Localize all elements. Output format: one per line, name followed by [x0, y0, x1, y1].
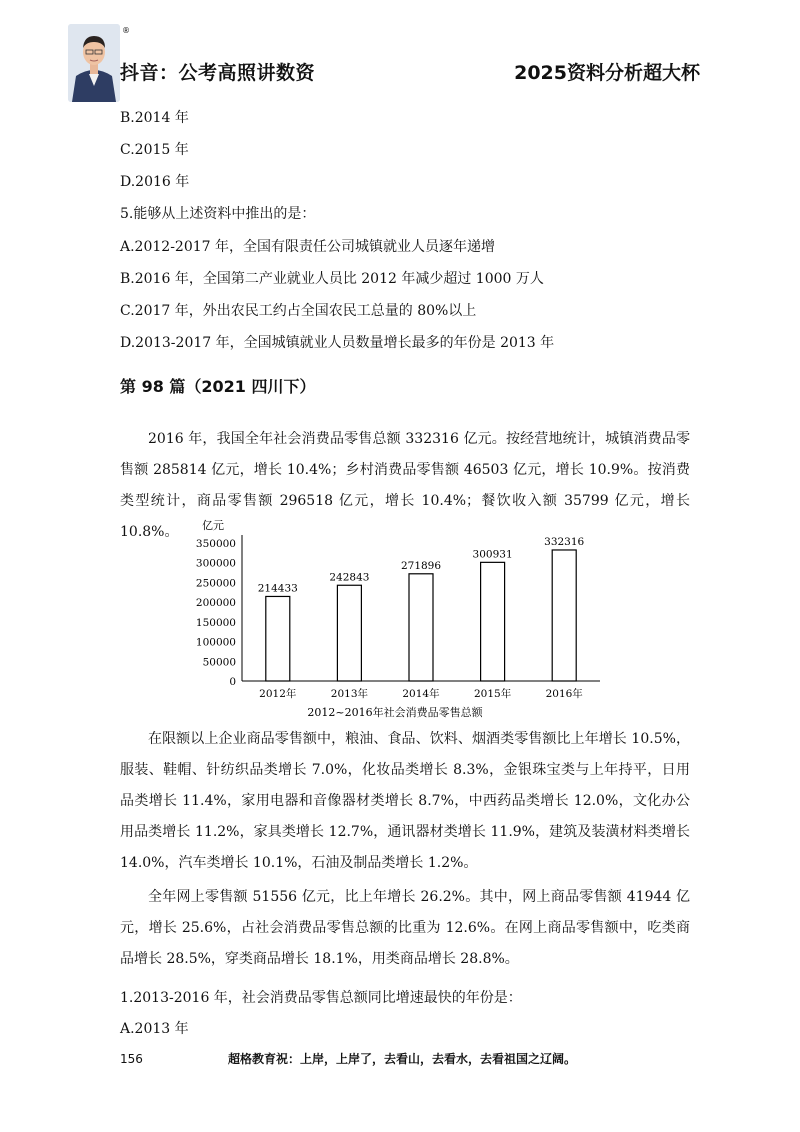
y-axis-unit-label: 亿元 [202, 519, 224, 532]
registered-mark: ® [122, 26, 130, 35]
y-tick-label: 200000 [195, 597, 236, 610]
y-tick-label: 150000 [195, 616, 236, 629]
x-tick-label: 2014年 [402, 688, 440, 700]
option-c-prev: C.2015 年 [120, 142, 189, 158]
bar-2013年 [337, 585, 361, 681]
bar-2015年 [481, 562, 505, 681]
question-5-option-b: B.2016 年，全国第二产业就业人员比 2012 年减少超过 1000 万人 [120, 271, 544, 287]
paragraph-3: 全年网上零售额 51556 亿元，比上年增长 26.2%。其中，网上商品零售额 41944 亿元，增长 25.6%，占社会消费品零售总额的比重为 12.6%。在网上商品零售额中，吃类商品增长 28.5%，穿类商品增长 18.1%，用类商品增长 28.8%。 [120, 889, 690, 967]
x-tick-label: 2012年 [259, 688, 297, 700]
question-5-option-a: A.2012-2017 年，全国有限责任公司城镇就业人员逐年递增 [120, 239, 495, 255]
retail-sales-chart [190, 515, 610, 720]
bar-value-label: 242843 [329, 571, 370, 584]
section-title: 第 98 篇（2021 四川下） [120, 377, 316, 396]
x-tick-label: 2015年 [473, 688, 512, 700]
option-b-prev: B.2014 年 [120, 110, 189, 126]
y-tick-label: 50000 [202, 656, 236, 669]
paragraph-1: 2016 年，我国全年社会消费品零售总额 332316 亿元。按经营地统计，城镇消费品零售额 285814 亿元，增长 10.4%；乡村消费品零售额 46503 亿元，增长 10.9%。按消费类型统计，商品零售额 296518 亿元，增长 10.4%；餐饮收入额 35799 亿元，增长 10.8%。 [120, 431, 690, 540]
question-1-option-a: A.2013 年 [120, 1021, 189, 1037]
bar-2016年 [552, 550, 576, 681]
footer-motto: 超格教育祝：上岸，上岸了，去看山，去看水，去看祖国之辽阔。 [228, 1052, 577, 1066]
author-avatar [68, 24, 120, 102]
x-axis-labels [259, 687, 583, 700]
y-tick-label: 300000 [195, 557, 236, 570]
chart-title: 2012~2016年社会消费品零售总额 [307, 706, 483, 719]
bar-value-label: 214433 [257, 582, 298, 595]
y-axis-ticks [196, 538, 236, 688]
page-number: 156 [120, 1052, 143, 1066]
bar-value-label: 271896 [400, 559, 442, 572]
chart-bars [258, 536, 585, 681]
x-tick-label: 2016年 [545, 688, 583, 700]
paragraph-2: 在限额以上企业商品零售额中，粮油、食品、饮料、烟酒类零售额比上年增长 10.5%，服装、鞋帽、针纺织品类增长 7.0%，化妆品类增长 8.3%，金银珠宝类与上年持平，日用品类增长 11.4%，家用电器和音像器材类增长 8.7%，中西药品类增长 12.0%，文化办公用品类增长 11.2%，家具类增长 12.7%，通讯器材类增长 11.9%，建筑及装潢材料类增长 14.0%，汽车类增长 10.1%，石油及制品类增长 1.2%。 [120, 731, 690, 871]
bar-2014年 [409, 574, 433, 681]
question-5-option-d: D.2013-2017 年，全国城镇就业人员数量增长最多的年份是 2013 年 [120, 335, 555, 351]
x-tick-label: 2013年 [330, 688, 369, 700]
y-tick-label: 0 [229, 676, 236, 688]
header-channel-title: 抖音：公考高照讲数资 [120, 62, 316, 84]
bar-value-label: 300931 [472, 548, 513, 561]
y-tick-label: 100000 [195, 636, 236, 649]
option-d-prev: D.2016 年 [120, 174, 190, 190]
header-book-title: 2025资料分析超大杯 [514, 62, 700, 84]
bar-value-label: 332316 [544, 535, 585, 548]
question-5-option-c: C.2017 年，外出农民工约占全国农民工总量的 80%以上 [120, 303, 477, 319]
y-tick-label: 250000 [195, 577, 236, 590]
y-tick-label: 350000 [195, 538, 236, 550]
question-1-stem: 1.2013-2016 年，社会消费品零售总额同比增速最快的年份是： [120, 990, 522, 1006]
bar-2012年 [266, 596, 290, 681]
question-5-stem: 5.能够从上述资料中推出的是： [120, 206, 316, 222]
